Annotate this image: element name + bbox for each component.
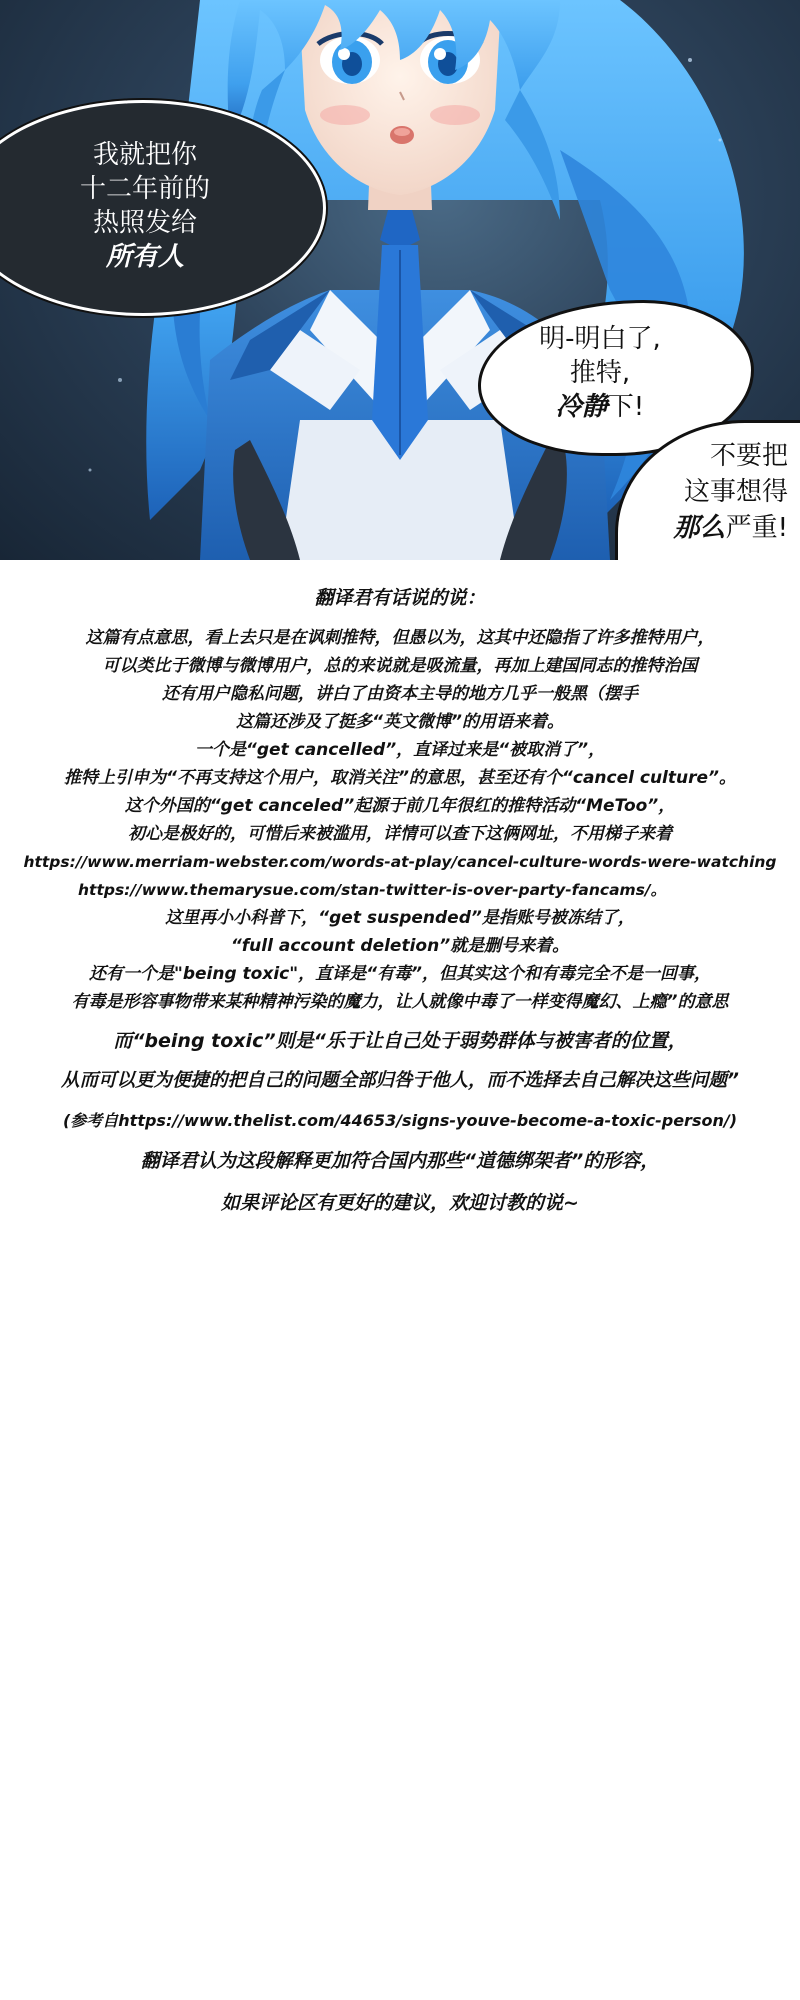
bubble-right-emphasis: 冷静 [555, 392, 608, 422]
note-line: 这里再小小科普下，“get suspended”是指账号被冻结了， [165, 908, 635, 928]
bubble-left-emphasis: 所有人 [105, 242, 184, 272]
bubble-left-line: 热照发给 [92, 208, 197, 238]
note-emphasis-line: 而“being toxic”则是“乐于让自己处于弱势群体与被害者的位置， [113, 1030, 687, 1052]
bubble-corner-line: 这事想得 [683, 477, 788, 507]
bubble-left-line: 十二年前的 [79, 174, 210, 204]
note-line: “full account deletion”就是删号来着。 [230, 936, 570, 956]
note-closing-line: 翻译君认为这段解释更加符合国内那些“道德绑架者”的形容， [140, 1150, 660, 1172]
note-line: 初心是极好的，可惜后来被滥用，详情可以查下这俩网址，不用梯子来着 [128, 824, 672, 844]
note-line: 可以类比于微博与微博用户，总的来说就是吸流量，再加上建国同志的推特治国 [102, 656, 698, 676]
bubble-corner-line: 不要把 [709, 441, 788, 471]
note-line: 还有用户隐私问题，讲白了由资本主导的地方几乎一般黑（摆手 [162, 684, 638, 704]
speech-bubble-right-text [500, 322, 700, 424]
comic-panel [0, 0, 800, 560]
note-line: 这篇还涉及了挺多“英文微博”的用语来着。 [236, 712, 564, 732]
bubble-right-line: 明-明白了, [539, 324, 661, 354]
reference-url-merriam-webster[interactable]: https://www.merriam-webster.com/words-at-play/cancel-culture-words-were-watching [23, 853, 777, 871]
bubble-corner-line: 严重! [725, 513, 788, 543]
reference-url-themarysue[interactable]: https://www.themarysue.com/stan-twitter-is-over-party-fancams/。 [78, 881, 667, 899]
bubble-right-line: 推特, [569, 358, 631, 388]
note-line: 这个外国的“get canceled”起源于前几年很红的推特活动“MeToo”， [124, 796, 676, 816]
speech-bubble-corner-text [628, 438, 788, 546]
speech-bubble-left-text [60, 138, 230, 274]
note-line: 还有一个是"being toxic"，直译是“有毒”，但其实这个和有毒完全不是一回事， [88, 964, 711, 984]
reference-url-thelist[interactable]: (参考自https://www.thelist.com/44653/signs-youve-become-a-toxic-person/) [62, 1111, 738, 1130]
translator-note [0, 584, 800, 1220]
note-line: 这篇有点意思，看上去只是在讽刺推特，但愚以为，这其中还隐指了许多推特用户， [85, 628, 715, 648]
note-line: 一个是“get cancelled”，直译过来是“被取消了”， [194, 740, 606, 760]
bubble-right-line: 下! [607, 392, 645, 422]
bubble-left-line: 我就把你 [92, 140, 197, 170]
bubble-corner-emphasis: 那么 [673, 513, 726, 543]
note-emphasis-line: 从而可以更为便捷的把自己的问题全部归咎于他人，而不选择去自己解决这些问题” [61, 1070, 739, 1091]
note-line: 有毒是形容事物带来某种精神污染的魔力，让人就像中毒了一样变得魔幻、上瘾”的意思 [71, 992, 729, 1012]
note-closing-line: 如果评论区有更好的建议，欢迎讨教的说~ [221, 1192, 579, 1214]
note-line: 推特上引申为“不再支持这个用户，取消关注”的意思，甚至还有个“cancel culture”。 [64, 768, 736, 788]
note-heading: 翻译君有话说的说： [314, 587, 486, 609]
